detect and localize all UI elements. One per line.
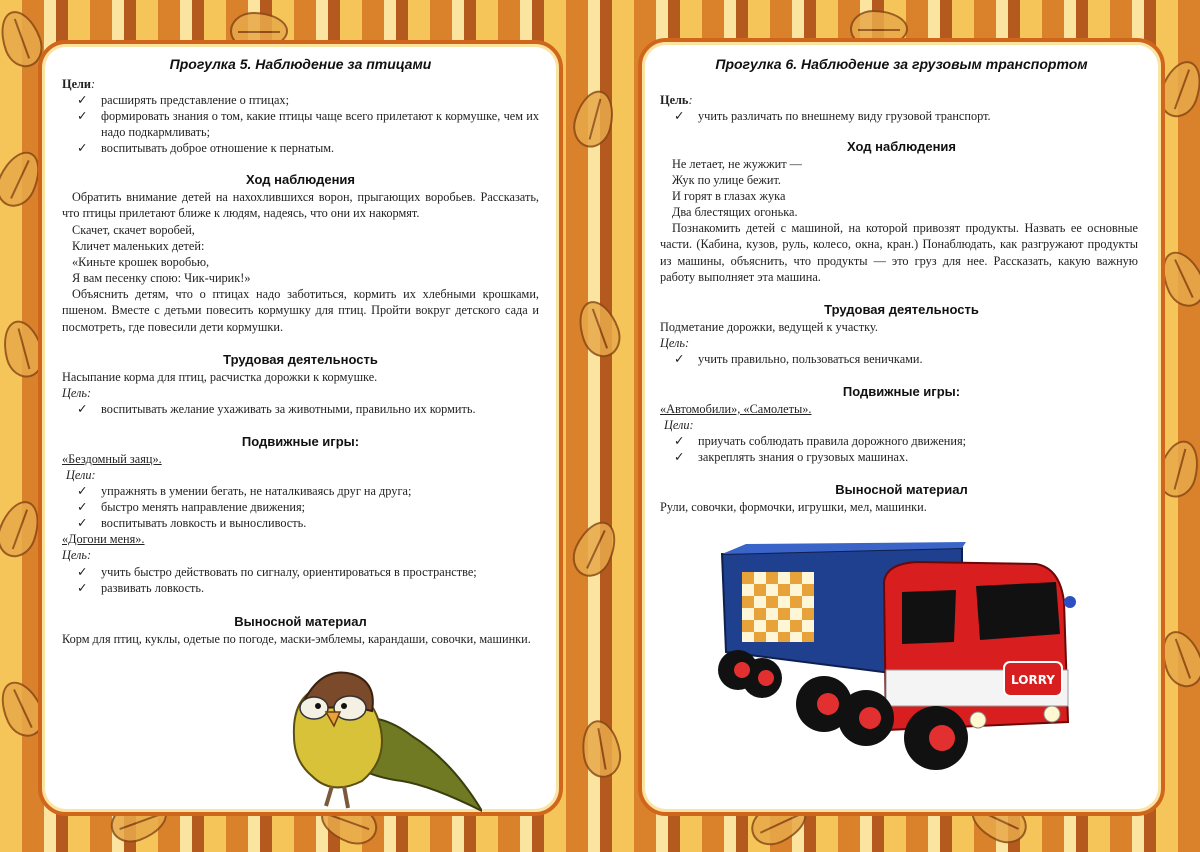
left-game-goal-item	[77, 564, 477, 580]
right-labor-text: Подметание дорожки, ведущей к участку.	[660, 320, 878, 334]
check-icon: ✓	[77, 565, 88, 579]
right-poem-line: Жук по улице бежит.	[672, 173, 782, 187]
goal-text: расширять представление о птицах;	[101, 93, 289, 107]
right-material-text: Рули, совочки, формочки, игрушки, мел, машинки.	[660, 500, 927, 514]
left-game-title: «Догони меня».	[62, 532, 145, 546]
check-icon: ✓	[77, 93, 88, 107]
check-icon: ✓	[77, 581, 88, 595]
right-observation-heading: Ход наблюдения	[846, 139, 957, 154]
left-goals-label	[62, 76, 95, 92]
goal-text: закреплять знания о грузовых машинах.	[698, 450, 909, 464]
goal-text: учить правильно, пользоваться веничками.	[698, 352, 923, 366]
right-observation-text: Познакомить детей с машиной, на которой привозят продукты. Назвать ее основные части. (Кабина, кузов, руль, колесо, окна, кран.) Понаблюдать, как разгружают продукты из машины, объяснить, что продукты — это груз для нее. Рассказать, какую важную работу выполняет эта машина.	[660, 221, 1138, 285]
check-icon: ✓	[674, 450, 685, 464]
leaf-decoration	[568, 86, 620, 152]
right-poem-line: Два блестящих огонька.	[672, 205, 798, 219]
left-page-title: Прогулка 5. Наблюдение за птицами	[169, 56, 432, 72]
right-poem-line: И горят в глазах жука	[672, 189, 786, 203]
left-observation-heading: Ход наблюдения	[245, 172, 356, 187]
right-material-heading: Выносной материал	[835, 482, 968, 497]
check-icon: ✓	[77, 484, 88, 498]
right-goal-label	[660, 92, 693, 108]
right-goal-item	[674, 108, 991, 124]
leaf-decoration	[571, 295, 627, 362]
left-game-goal-item	[77, 483, 411, 499]
left-poem-line: «Киньте крошек воробью,	[72, 255, 210, 269]
left-games-heading: Подвижные игры:	[241, 434, 360, 449]
goals-label-text: Цели	[62, 77, 92, 91]
right-labor-heading: Трудовая деятельность	[824, 302, 979, 317]
left-game-title: «Бездомный заяц».	[62, 452, 162, 466]
left-game-goals-label: Цели:	[66, 468, 96, 482]
check-icon: ✓	[77, 402, 88, 416]
check-icon: ✓	[77, 500, 88, 514]
right-labor-goal-label: Цель:	[660, 336, 690, 350]
goal-text: воспитывать желание ухаживать за животными, правильно их кормить.	[101, 402, 476, 416]
truck-plate-text: LORRY	[1011, 673, 1055, 687]
right-game-goal-item	[674, 433, 966, 449]
goal-text: развивать ловкость.	[101, 581, 205, 595]
goal-text: формировать знания о том, какие птицы чаще всего прилетают к кормушке, чем их надо подкармливать;	[101, 109, 539, 140]
check-icon: ✓	[77, 516, 88, 530]
leaf-decoration	[566, 515, 625, 584]
left-game-goal-item	[77, 580, 204, 596]
left-poem-line: Кличет маленьких детей:	[72, 239, 205, 253]
check-icon: ✓	[674, 109, 685, 123]
leaf-decoration	[577, 717, 624, 781]
truck-illustration	[716, 542, 1096, 792]
goal-text: учить различать по внешнему виду грузовой транспорт.	[698, 109, 991, 123]
left-poem-line: Скачет, скачет воробей,	[72, 223, 195, 237]
left-goal-item	[77, 92, 289, 108]
check-icon: ✓	[77, 109, 88, 123]
check-icon: ✓	[77, 141, 88, 155]
goals-colon: :	[91, 77, 96, 91]
left-labor-goal-item	[77, 401, 476, 417]
left-labor-goal-label: Цель:	[62, 386, 92, 400]
left-material-heading: Выносной материал	[234, 614, 367, 629]
right-labor-goal-item	[674, 351, 923, 367]
check-icon: ✓	[674, 352, 685, 366]
left-labor-text: Насыпание корма для птиц, расчистка дорожки к кормушке.	[62, 370, 378, 384]
sparrow-illustration	[282, 646, 482, 816]
left-poem-line: Я вам песенку спою: Чик-чирик!»	[72, 271, 251, 285]
checkered-panel	[742, 572, 814, 642]
goal-text: приучать соблюдать правила дорожного движения;	[698, 434, 967, 448]
left-material-text: Корм для птиц, куклы, одетые по погоде, маски-эмблемы, карандаши, совочки, машинки.	[62, 632, 531, 646]
right-page-title: Прогулка 6. Наблюдение за грузовым транспортом	[715, 56, 1088, 72]
right-poem-line: Не летает, не жужжит —	[672, 157, 802, 171]
right-games-heading: Подвижные игры:	[842, 384, 961, 399]
goal-text: воспитывать ловкость и выносливость.	[101, 516, 307, 530]
goal-text: быстро менять направление движения;	[101, 500, 306, 514]
goal-label-text: Цель	[660, 93, 689, 107]
left-goal-item	[77, 108, 539, 141]
left-labor-heading: Трудовая деятельность	[223, 352, 378, 367]
left-observation-text-2: Объяснить детям, что о птицах надо заботиться, кормить их хлебными крошками, пшеном. Вместе с детьми повесить кормушку для птиц. Пройти вокруг детского сада и посмотреть, где повесили дети кормушки.	[62, 287, 539, 334]
right-page-panel	[638, 38, 1165, 816]
left-game-goals-label: Цель:	[62, 548, 92, 562]
right-game-goals-label: Цели:	[664, 418, 694, 432]
right-game-title: «Автомобили», «Самолеты».	[660, 402, 812, 416]
goal-colon: :	[688, 93, 693, 107]
left-observation-text: Обратить внимание детей на нахохлившихся ворон, прыгающих воробьев. Рассказать, что птицы прилетают ближе к людям, надеясь, что они их накормят.	[62, 190, 539, 221]
left-page-panel	[38, 40, 563, 816]
goal-text: учить быстро действовать по сигналу, ориентироваться в пространстве;	[101, 565, 477, 579]
check-icon: ✓	[674, 434, 685, 448]
goal-text: воспитывать доброе отношение к пернатым.	[101, 141, 335, 155]
goal-text: упражнять в умении бегать, не наталкиваясь друг на друга;	[101, 484, 412, 498]
left-game-goal-item	[77, 499, 305, 515]
left-goal-item	[77, 140, 334, 156]
left-game-goal-item	[77, 515, 306, 531]
right-game-goal-item	[674, 449, 908, 465]
